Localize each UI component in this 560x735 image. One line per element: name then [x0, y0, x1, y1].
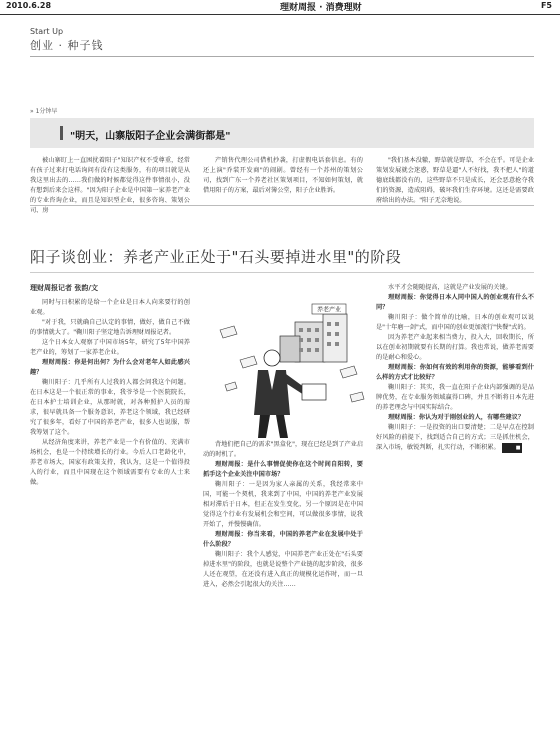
article-paragraph: 因为养老产业起来相当费力，投入大，回收期长，所以在创业初期就要有长期的打算。我也常说，做养老需要的是耐心和爱心。 — [376, 334, 534, 361]
article-paragraph: 鞠川阳子：做个简单的比喻，日本的创业观可以说是"十年磨一剑"式，而中国的创业更加流行"快餐"式的。 — [376, 314, 534, 331]
top-paragraph: 产销售代理公司借机抄袭，打虚假电话套信息。有的还上演"乔装开发商"的闹剧。曾经有一个苏州的策划公司，找到广东一个养老社区策划项目，不知如何策划，就借用阳子的方案，最后对簿公堂，阳子企业胜诉。 — [203, 157, 363, 194]
article-paragraph: 水平才会随随提高，这就是产业发展的关键。 — [388, 284, 512, 291]
end-mark: ■ — [502, 443, 523, 453]
article-question: 理财周报：你觉得日本人同中国人的创业观有什么不同？ — [376, 294, 534, 311]
top-column-2 — [203, 156, 363, 196]
section-label-en: Start Up — [30, 27, 64, 36]
article-question: 理财周报：是什么事情促使你在这个时间自阳转，要抓手这个企业关注中国市场？ — [203, 461, 363, 478]
article-question: 理财周报：你如何有效的利用你的资源，能够看到什么样的方式才比较好？ — [376, 364, 534, 381]
top-column-3 — [376, 156, 534, 206]
article-paragraph: 这个日本女人观察了中国市场5年，研究了5年中国养老产业的，筹划了一家养老企业。 — [30, 339, 190, 356]
article-question: 理财周报：你认为对于刚创业的人，有哪些建议？ — [388, 414, 525, 421]
article-paragraph: 同时与日积累的是给一个企业是日本人向来要行的创业观。 — [30, 299, 190, 316]
running-header — [0, 0, 560, 15]
article-paragraph: 鞠川阳子：几乎所有人过我的人都会问我这个问题。在日本这是一个很正常的事业，我爷爷是一个医院院长，在日本护士培训企业，从那时就，对各种照护人员的需求，很早就具备一个服务意识，养老这个领域，我已经研究了很多年，看好了中国的养老产业，很多人也说服，帮我筹划了这个。 — [30, 379, 190, 436]
article-paragraph: 背地们把自己的需求"黑盒化"，现在已经是到了产业启动的时机了。 — [203, 441, 363, 458]
top-column-1 — [30, 156, 190, 216]
kicker: » 1分钟早 — [30, 108, 58, 115]
divider — [30, 56, 534, 57]
building-sign: 养老产业 — [316, 306, 342, 314]
section-label-cn: 创业 · 种子钱 — [30, 39, 104, 52]
issue-date: 2010.6.28 — [6, 1, 52, 10]
divider — [30, 272, 534, 273]
article-paragraph: "对于我，只就确自己认定的事情，做好，做自己不做的事情就大了。"鞠川阳子坚定地告诉理财周报记者。 — [30, 319, 190, 336]
byline: 理财周报记者 张韵/文 — [30, 284, 98, 292]
article-column-3 — [376, 283, 534, 728]
quote-bar — [60, 126, 63, 140]
page-number: F5 — [540, 1, 552, 10]
top-paragraph: 被山寨盯上一直困扰着阳子"知识产权不受尊重，经常有孩子过来打电话询问有没有这类服务，有的项目就是从我这里出去的……我们做的时候都觉得这件事情很小，没有想到后来会这样。"因为阳子企业是中国第一家养老产业的专业咨询企业，而且是知识型企业，很多咨询、策划公司、房 — [30, 157, 190, 214]
quote-headline: "明天，山寨版阳子企业会满街都是" — [70, 131, 231, 142]
article-paragraph — [376, 423, 534, 453]
article-title: 阳子谈创业：养老产业正处于"石头要掉进水里"的阶段 — [30, 248, 402, 266]
money-house-illustration — [200, 300, 370, 440]
article-column-2 — [203, 440, 363, 730]
article-paragraph: 从经济角度来讲，养老产业是一个有价值的、充满市场机会，也是一个持续增长的行业。今后人口老龄化中，养老市场大，国家有政策支持，我认为，这是一个值得投入的行业，而且中国现在这个领域需要有专业的人士来做。 — [30, 439, 190, 486]
article-paragraph: 鞠川阳子：其实，我一直在阳子企业内部强调的是品牌优势，在专业服务领域赢得口碑，并且不断将日本先进的养老理念与中国实际结合。 — [376, 384, 534, 411]
quote-box — [30, 118, 534, 148]
article-question: 理财周报：你是何出何？为什么会对老年人如此感兴趣？ — [30, 359, 190, 376]
article-paragraph: 鞠川阳子：一是因为家人亲属的关系，我经常来中国，可能一个契机，我来到了中国，中国的养老产业发展相对滞后于日本，但正在发生变化，另一个原因是在中国觉得这个行业有发展机会和空间，可以做很多事情，说我开始了，并慢慢确信。 — [203, 481, 363, 528]
article-question: 理财周报：你当来看，中国的养老产业在发展中处于什么阶段？ — [203, 531, 363, 548]
publication-name: 理财周报 · 消费理财 — [280, 3, 362, 13]
article-paragraph-text: 鞠川阳子：一是投资的出口要清楚；二是早点在控制好风险的前提下，找到适合自己的方式；三是抓住机会，深入市场，敏锐判断，扎实行动，不断积累。 — [376, 424, 534, 451]
top-paragraph: "我们基本没辙，野草就是野草，不会在乎。可是企业策划发展就会迷惑，野草是逼"人不好找，我不把人"的道德底线都没有的，这些野草不只是成长，还会恶意抢夺我们的资源，造成阻碍，破坏我们生存环境。这还是需要政府给出的办法。"阳子无奈地说。 — [376, 157, 534, 204]
article-paragraph: 鞠川阳子：我个人感觉，中国养老产业正处在"石头要掉进水里"的阶段，也就是说整个产业链的起步阶段，很多人还在观望，在还没有进入真正的规模化运作时，而一旦进入，必然会引起很大的关注…… — [203, 551, 363, 588]
divider — [30, 205, 534, 206]
article-column-1 — [30, 298, 190, 728]
